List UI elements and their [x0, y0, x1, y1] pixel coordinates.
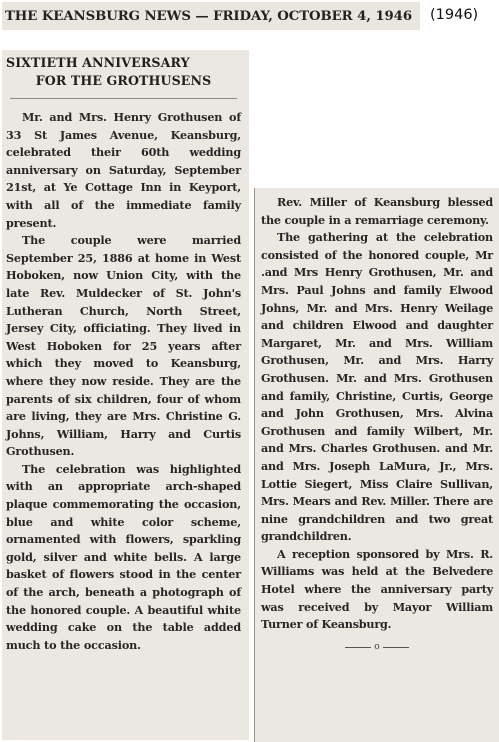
paragraph-marriage-history: The couple were married September 25, 1886 at home in West Hoboken, now Union City, with the late Rev. Muldecker of St. John's Lutheran Church, North Street, Jersey City, officiating. They lived in West Hoboken for 25 years after which they moved to Keansburg, where they now reside. They are the parents of six children, four of whom are living, they are Mrs. Christine G. Johns, William, Harry and Curtis Grothusen. [6, 233, 241, 459]
year-annotation: (1946) [430, 7, 479, 23]
paragraph-celebration: The celebration was highlighted with an appropriate arch-shaped plaque commemorating the occasion, blue and white color scheme, ornamented with flowers, sparkling gold, silver and white bells. A large basket of flowers stood in the center of the arch, beneath a photograph of the honored couple. A beautiful white wedding cake on the table added much to the occasion. [6, 461, 241, 652]
end-of-article-mark: o [345, 642, 409, 652]
paragraph-guest-list: The gathering at the celebration consisted of the honored couple, Mr .and Mrs Henry Grothusen, Mr. and Mrs. Paul Johns and family Elwood Johns, Mr. and Mrs. Henry Weilage and children Elwood and daughter Margaret, Mr. and Mrs. William Grothusen, Mr. and Mrs. Harry Grothusen. Mr. and Mrs. Grothusen and family, Christine, Curtis, George and John Grothusen, Mrs. Alvina Grothusen and family Wilbert, Mr. and Mrs. Charles Grothusen. and Mr. and Mrs. Joseph LaMura, Jr., Mrs. Lottie Siegert, Miss Claire Sullivan, Mrs. Mears and Rev. Miller. There are nine grandchildren and two great grandchildren. [261, 230, 493, 544]
article-column-right [254, 188, 499, 742]
paragraph-reception: A reception sponsored by Mrs. R. Williams was held at the Belvedere Hotel where the anniversary party was received by Mayor William Turner of Keansburg. [261, 546, 493, 632]
headline-line-1: SIXTIETH ANNIVERSARY [6, 55, 190, 70]
paragraph-blessing: Rev. Miller of Keansburg blessed the couple in a remarriage ceremony. [261, 195, 493, 227]
article-headline [6, 54, 241, 90]
article-column-left [2, 50, 249, 740]
headline-rule [10, 98, 237, 99]
headline-line-2: FOR THE GROTHUSENS [35, 73, 212, 88]
paragraph-announcement: Mr. and Mrs. Henry Grothusen of 33 St James Avenue, Keansburg, celebrated their 60th wedding anniversary on Saturday, September 21st, at Ye Cottage Inn in Keyport, with all of the immediate family present. [6, 110, 241, 230]
newspaper-masthead: THE KEANSBURG NEWS — FRIDAY, OCTOBER 4, 1946 [2, 2, 420, 30]
